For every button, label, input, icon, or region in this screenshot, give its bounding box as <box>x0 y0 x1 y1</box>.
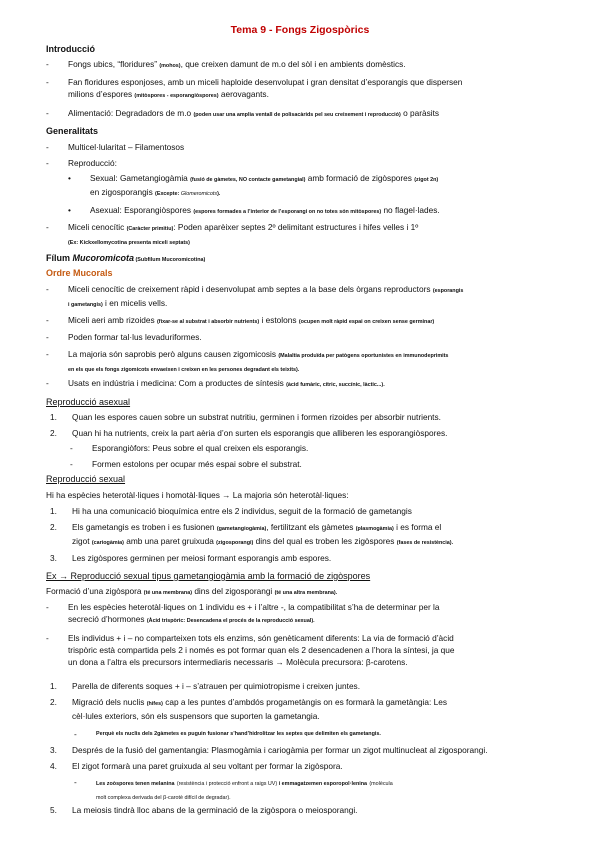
heading-sexual: Reproducció sexual <box>46 474 126 484</box>
heading-introduccio: Introducció <box>46 44 95 54</box>
document-page: Tema 9 - Fongs Zigospòrics Introducció - Fongs ubics, “floridures” (mohos), que creixen damunt de m.o del sòl i en ambients domèstics. - Fan floridures esponjoses, amb un miceli haploide desenvolupat i gran densitat d’esporangis que dispersen milions d’espores (mitòspores - esporangiòspores) aerovagants. - Alimentació: Degradadors de m.o (poden usar una amplia ventall de polisacàrids pel seu creixement i reproducció) o paràsits Generalitats - Multicel·lularitat – Filamentosos - Reproducció: • Sexual: Gametangiogàmia (fusió de gàmetes, NO contacte gametangial) amb formació de zigòspores (zigot 2n) en zigosporangis (Excepte: Glomeromicots). • Asexual: Esporangiòspores (espores formades a l’interior de l’esporangi on no totes són mitòspores) no flagel·lades. - Miceli cenocític (Caràcter primitiu): Poden aparèixer septes 2º delimitant estructures i hifes velles i 1º (Ex: Kickxellomycotina presenta miceli septats) Fílum Mucoromicota (Subfilum Mucoromicotina) Ordre Mucorals - Miceli cenocític de creixement ràpid i desenvolupat amb septes a la base dels òrgans reproductors (esporangis i gametangis) i en micelis vells. - Miceli aeri amb rizoides (fixar-se al substrat i absorbir nutrients) i estolons (ocupen molt ràpid espai on creixen sense germinar) - Poden formar tal·lus levaduriformes. - La majoria són saprobis però alguns causen zigomicosis (Malaltia produïda per patògens oportunistes en immunodeprimits en els que els fongs zigomicots envaeixen i creixen en les persones degradant els teixits). - Usats en indústria i medicina: Com a productes de síntesis (àcid fumàric, cítric, succínic, làctic...). Reproducció asexual 1. Quan les espores cauen sobre un substrat nutritiu, germinen i formen rizoides per absorbir nutrients. 2. Quan hi ha nutrients, creix la part aèria d’on surten els esporangis que alliberen les esporangiòspores. - Esporangiòfors: Peus sobre el qual creixen els esporangis. - Formen estolons per ocupar més espai sobre el substrat. Reproducció sexual Hi ha espècies heterotàl·liques i homotàl·liques → La majoria són heterotàl·liques: 1. Hi ha una comunicació bioquímica entre els 2 individus, seguit de la formació de gametangis 2. Els gametangis es troben i es fusionen (gametangiogàmia), fertilitzant els gàmetes (plasmogàmia) i es forma el zigot (cariogàmia) amb una paret gruixuda (zigosporangi) dins del qual es troben les zigòspores (fases de resistència). 3. Les zigòspores germinen per meiosi formant esporangis amb espores. Ex → Reproducció sexual tipus gametangiogàmia amb la formació de zigòspores Formació d’una zigòspora (té una membrana) dins del zigosporangi (té una altra membrana). - En les espècies heterotàl·liques on 1 individu es + i l’altre -, la compatibilitat s’ha de determinar per la secreció d’hormones (Àcid trispòric: Desencadena el procés de la reproducció sexual). - Els individus + i – no comparteixen tots els enzims, són genèticament diferents: La via de formació d’àcid trispòric està compartida pels 2 i només es pot formar quan els 2 desencadenen a l’hora la síntesi, ja que un dona a l’altra els precursors intermediaris necessaris → Molècula precursora: β-carotens. 1. Parella de diferents soques + i – s’atrauen per quimiotropisme i creixen juntes. 2. Migració dels nuclis (hifes) cap a les puntes d’ambdós progametàngis on es formarà la gametàngia: Les cèl·lules exteriors, són els suspensors que suporten la gametangia. - Perquè els nuclis dels 2gàmetes es puguin fusionar s’hand’hidrolitzar les septes que delimiten els gametangis. 3. Després de la fusió del gamentangia: Plasmogàmia i cariogàmia per formar un zigot multinucleat al zigosporangi. 4. El zigot formarà una paret gruixuda al seu voltant per formar la zigòspora. - Les zoòspores tenen melanina (resistència i protecció enfront a raigs UV) i emmagatzemen esporopol·lenina (molècula molt complexa derivada del β-carotè difícil de degradar). 5. La meiosis tindrà lloc abans de la germinació de la zigòspora o meiosporangi. <box>0 0 600 848</box>
ordre-heading: Ordre Mucorals <box>46 268 113 278</box>
heading-generalitats: Generalitats <box>46 126 99 136</box>
heading-asexual: Reproducció asexual <box>46 397 131 407</box>
paragraph: Formació d’una zigòspora (té una membrana) dins del zigosporangi (té una altra membrana). <box>46 586 338 596</box>
paragraph: Hi ha espècies heterotàl·liques i homotàl·liques → La majoria són heterotàl·liques: <box>46 490 349 500</box>
filum-heading: Fílum Mucoromicota (Subfilum Mucoromicotina) <box>46 253 206 263</box>
page-title: Tema 9 - Fongs Zigospòrics <box>230 24 370 36</box>
heading-example: Ex → Reproducció sexual tipus gametangiogàmia amb la formació de zigòspores <box>46 571 371 581</box>
